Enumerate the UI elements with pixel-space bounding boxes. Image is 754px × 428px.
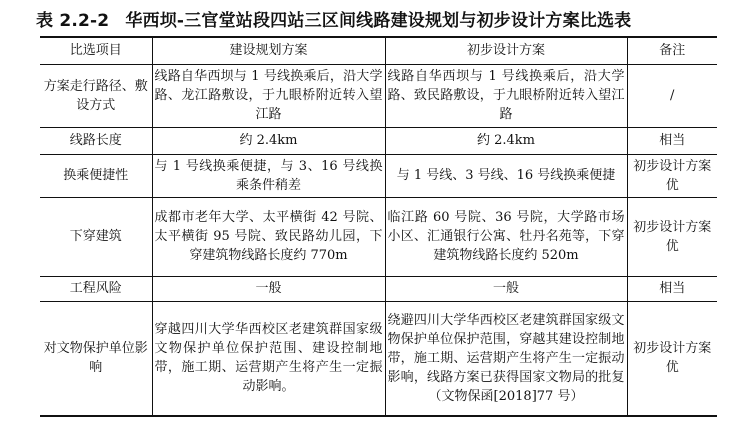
row-label-cell: 工程风险 — [40, 276, 152, 301]
remarks-cell: 相当 — [627, 276, 717, 301]
planning-scheme-cell: 穿越四川大学华西校区老建筑群国家级文物保护单位保护范围、建设控制地带，施工期、运营期产生将产生一定振动影响。 — [152, 301, 385, 416]
row-label-cell: 换乘便捷性 — [40, 154, 152, 197]
planning-scheme-cell: 约 2.4km — [152, 127, 385, 154]
table-row — [40, 197, 717, 276]
table-title: 华西坝-三官堂站段四站三区间线路建设规划与初步设计方案比选表 — [125, 11, 632, 31]
table-header-row — [40, 37, 717, 64]
remarks-cell: 相当 — [627, 127, 717, 154]
preliminary-design-cell: 约 2.4km — [385, 127, 627, 154]
table-row — [40, 127, 717, 154]
remarks-cell: 初步设计方案优 — [627, 154, 717, 197]
table-row — [40, 154, 717, 197]
planning-scheme-cell: 线路自华西坝与 1 号线换乘后，沿大学路、龙江路敷设，于九眼桥附近转入望江路 — [152, 64, 385, 127]
preliminary-design-cell: 绕避四川大学华西校区老建筑群国家级文物保护单位保护范围，穿越其建设控制地带，施工期、运营期产生将产生一定振动影响，线路方案已获得国家文物局的批复（文物保函[2018]77 号） — [385, 301, 627, 416]
table-row — [40, 276, 717, 301]
preliminary-design-cell: 线路自华西坝与 1 号线换乘后，沿大学路、致民路敷设，于九眼桥附近转入望江路 — [385, 64, 627, 127]
table-row — [40, 64, 717, 127]
preliminary-design-cell: 临江路 60 号院、36 号院，大学路市场小区、汇通银行公寓、牡丹名苑等，下穿建筑物线路长度约 520m — [385, 197, 627, 276]
remarks-cell: 初步设计方案优 — [627, 197, 717, 276]
preliminary-design-cell: 一般 — [385, 276, 627, 301]
header-cell-preliminary-design: 初步设计方案 — [385, 37, 627, 64]
row-label-cell: 对文物保护单位影响 — [40, 301, 152, 416]
header-cell-planning-scheme: 建设规划方案 — [152, 37, 385, 64]
comparison-table — [40, 36, 717, 417]
table-number: 表 2.2-2 — [36, 11, 110, 31]
header-cell-item: 比选项目 — [40, 37, 152, 64]
planning-scheme-cell: 一般 — [152, 276, 385, 301]
row-label-cell: 线路长度 — [40, 127, 152, 154]
row-label-cell: 方案走行路径、敷设方式 — [40, 64, 152, 127]
planning-scheme-cell: 与 1 号线换乘便捷，与 3、16 号线换乘条件稍差 — [152, 154, 385, 197]
remarks-cell: / — [627, 64, 717, 127]
header-cell-remarks: 备注 — [627, 37, 717, 64]
row-label-cell: 下穿建筑 — [40, 197, 152, 276]
table-row — [40, 301, 717, 416]
remarks-cell: 初步设计方案优 — [627, 301, 717, 416]
planning-scheme-cell: 成都市老年大学、太平横街 42 号院、太平横街 95 号院、致民路幼儿园，下穿建筑物线路长度约 770m — [152, 197, 385, 276]
table-caption — [36, 6, 631, 36]
preliminary-design-cell: 与 1 号线、3 号线、16 号线换乘便捷 — [385, 154, 627, 197]
